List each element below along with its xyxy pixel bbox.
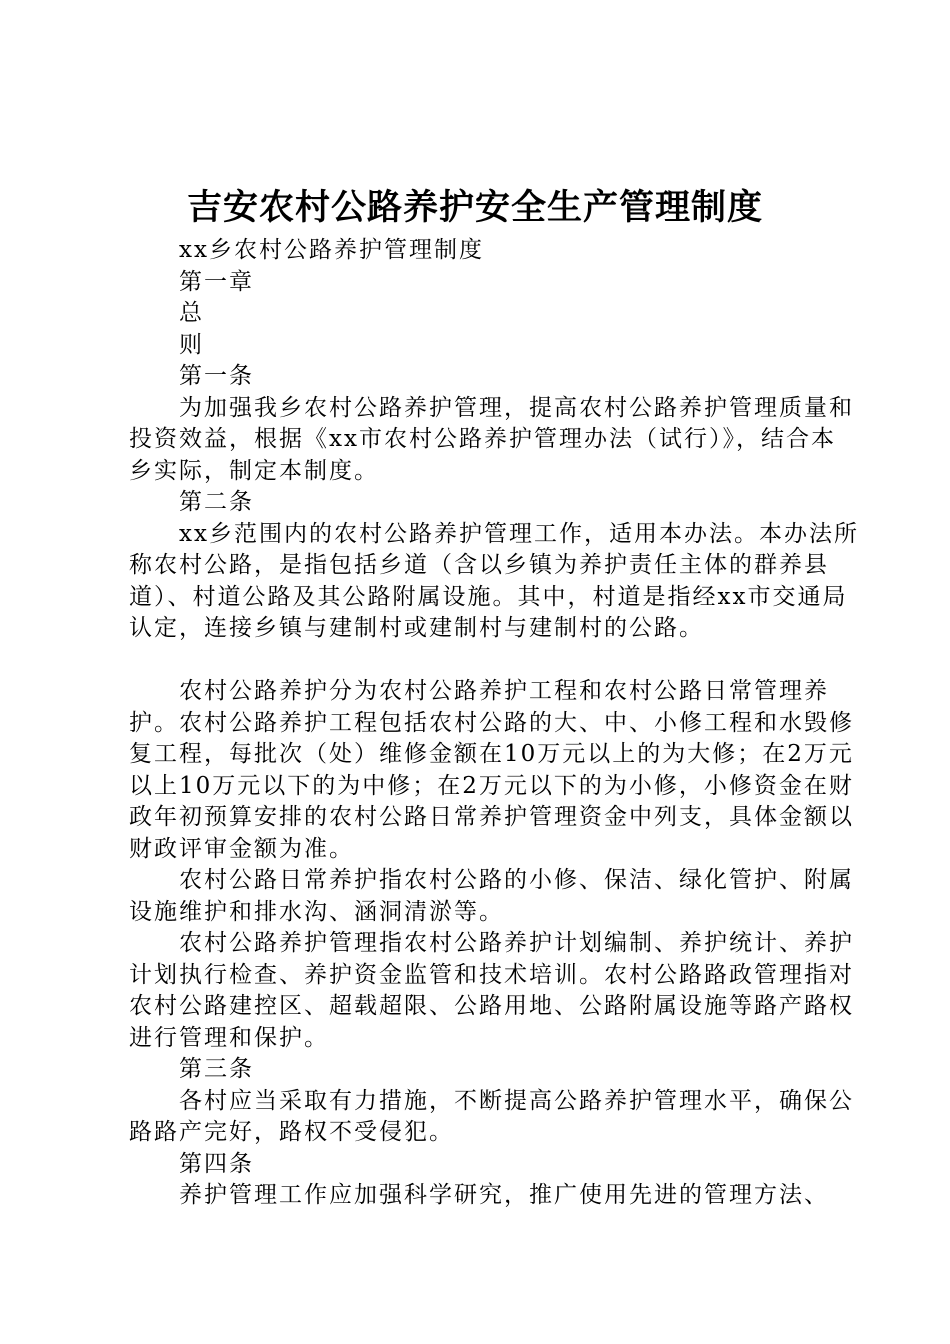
paragraph-spacer	[129, 645, 859, 677]
paragraph-maintenance-types: 农村公路养护分为农村公路养护工程和农村公路日常管理养护。农村公路养护工程包括农村公路的大、中、小修工程和水毁修复工程，每批次（处）维修金额在10万元以上的为大修；在2万元以上10万元以下的为中修；在2万元以下的为小修，小修资金在财政年初预算安排的农村公路日常养护管理资金中列支，具体金额以财政评审金额为准。	[129, 678, 854, 862]
paragraph-subtitle: xx乡农村公路养护管理制度	[179, 237, 484, 263]
paragraph-article-3-text: 各村应当采取有力措施，不断提高公路养护管理水平，确保公路路产完好，路权不受侵犯。	[129, 1087, 854, 1145]
paragraph-article-1-heading: 第一条	[179, 363, 254, 389]
paragraph-chapter: 第一章	[179, 268, 254, 295]
paragraph-chapter-name-2: 则	[179, 331, 204, 358]
paragraph-article-4-heading: 第四条	[179, 1150, 254, 1177]
paragraph-article-1-text: 为加强我乡农村公路养护管理，提高农村公路养护管理质量和投资效益，根据《xx市农村公路养护管理办法（试行）》，结合本乡实际，制定本制度。	[129, 394, 854, 484]
document-body	[129, 235, 859, 1212]
paragraph-article-4-text: 养护管理工作应加强科学研究，推广使用先进的管理方法、	[179, 1182, 829, 1208]
paragraph-daily-maintenance: 农村公路日常养护指农村公路的小修、保洁、绿化管护、附属设施维护和排水沟、涵洞清淤等。	[129, 867, 854, 925]
paragraph-article-3-heading: 第三条	[179, 1056, 254, 1082]
paragraph-chapter-name-1: 总	[179, 300, 204, 326]
paragraph-maintenance-management: 农村公路养护管理指农村公路养护计划编制、养护统计、养护计划执行检查、养护资金监管和技术培训。农村公路路政管理指对农村公路建控区、超载超限、公路用地、公路附属设施等路产路权进行管理和保护。	[129, 930, 854, 1051]
document-title: 吉安农村公路养护安全生产管理制度	[186, 187, 763, 228]
paragraph-article-2-heading: 第二条	[179, 489, 254, 515]
paragraph-article-2-text: xx乡范围内的农村公路养护管理工作，适用本办法。本办法所称农村公路，是指包括乡道（含以乡镇为养护责任主体的群养县道）、村道公路及其公路附属设施。其中，村道是指经xx市交通局认定，连接乡镇与建制村或建制村与建制村的公路。	[129, 520, 859, 641]
